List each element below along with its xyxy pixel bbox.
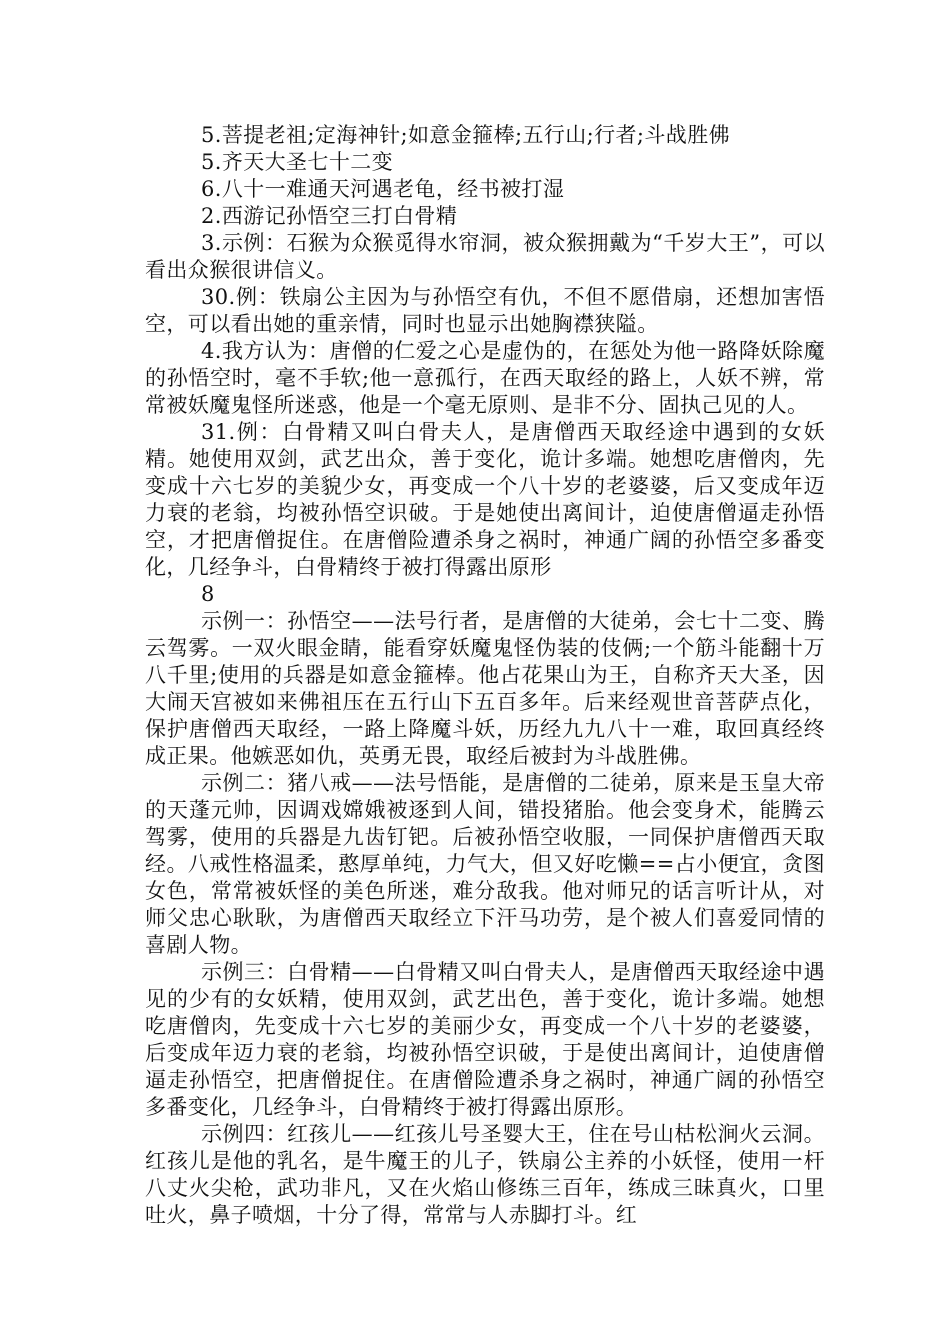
answer-line: 5.齐天大圣七十二变 [201, 150, 394, 174]
page-number: 8 [201, 582, 215, 606]
example-paragraph: 示例四：红孩儿——红孩儿号圣婴大王，住在号山枯松涧火云洞。红孩儿是他的乳名，是牛魔王的儿子，铁扇公主养的小妖怪，使用一杆八丈火尖枪，武功非凡，又在火焰山修练三百年，练成三昧真火，口里吐火，鼻子喷烟，十分了得，常常与人赤脚打斗。红 [145, 1122, 825, 1227]
example-paragraph: 示例三：白骨精——白骨精又叫白骨夫人，是唐僧西天取经途中遇见的少有的女妖精，使用双剑，武艺出色，善于变化，诡计多端。她想吃唐僧肉，先变成十六七岁的美丽少女，再变成一个八十岁的老婆婆，后变成年迈力衰的老翁，均被孙悟空识破，于是使出离间计，迫使唐僧逼走孙悟空，把唐僧捉住。在唐僧险遭杀身之祸时，神通广阔的孙悟空多番变化，几经争斗，白骨精终于被打得露出原形。 [145, 960, 825, 1119]
example-paragraph: 示例二：猪八戒——法号悟能，是唐僧的二徒弟，原来是玉皇大帝的天蓬元帅，因调戏嫦娥被逐到人间，错投猪胎。他会变身术，能腾云驾雾，使用的兵器是九齿钉钯。后被孙悟空收服，一同保护唐僧西天取经。八戒性格温柔，憨厚单纯，力气大，但又好吃懒==占小便宜，贪图女色，常常被妖怪的美色所迷，难分敌我。他对师兄的话言听计从，对师父忠心耿耿，为唐僧西天取经立下汗马功劳，是个被人们喜爱同情的喜剧人物。 [145, 771, 825, 957]
answer-line: 2.西游记孙悟空三打白骨精 [201, 204, 458, 228]
answer-line: 6.八十一难通天河遇老龟，经书被打湿 [201, 177, 565, 201]
answer-paragraph: 30.例：铁扇公主因为与孙悟空有仇，不但不愿借扇，还想加害悟空，可以看出她的重亲情，同时也显示出她胸襟狭隘。 [145, 285, 825, 336]
answer-paragraph: 3.示例：石猴为众猴觅得水帘洞，被众猴拥戴为“千岁大王”，可以看出众猴很讲信义。 [145, 231, 825, 282]
answer-paragraph: 4.我方认为：唐僧的仁爱之心是虚伪的，在惩处为他一路降妖除魔的孙悟空时，毫不手软;他一意孤行，在西天取经的路上，人妖不辨，常常被妖魔鬼怪所迷惑，他是一个毫无原则、是非不分、固执己见的人。 [145, 339, 825, 417]
answer-line: 5.菩提老祖;定海神针;如意金箍棒;五行山;行者;斗战胜佛 [201, 123, 731, 147]
example-paragraph: 示例一：孙悟空——法号行者，是唐僧的大徒弟，会七十二变、腾云驾雾。一双火眼金睛，能看穿妖魔鬼怪伪装的伎俩;一个筋斗能翻十万八千里;使用的兵器是如意金箍棒。他占花果山为王，自称齐天大圣，因大闹天宫被如来佛祖压在五行山下五百多年。后来经观世音菩萨点化，保护唐僧西天取经，一路上降魔斗妖，历经九九八十一难，取回真经终成正果。他嫉恶如仇，英勇无畏，取经后被封为斗战胜佛。 [145, 609, 825, 768]
document-body [145, 122, 825, 1229]
answer-paragraph: 31.例：白骨精又叫白骨夫人，是唐僧西天取经途中遇到的女妖精。她使用双剑，武艺出众，善于变化，诡计多端。她想吃唐僧肉，先变成十六七岁的美貌少女，再变成一个八十岁的老婆婆，后又变成年迈力衰的老翁，均被孙悟空识破。于是她使出离间计，迫使唐僧逼走孙悟空，才把唐僧捉住。在唐僧险遭杀身之祸时，神通广阔的孙悟空多番变化，几经争斗，白骨精终于被打得露出原形 [145, 420, 825, 579]
